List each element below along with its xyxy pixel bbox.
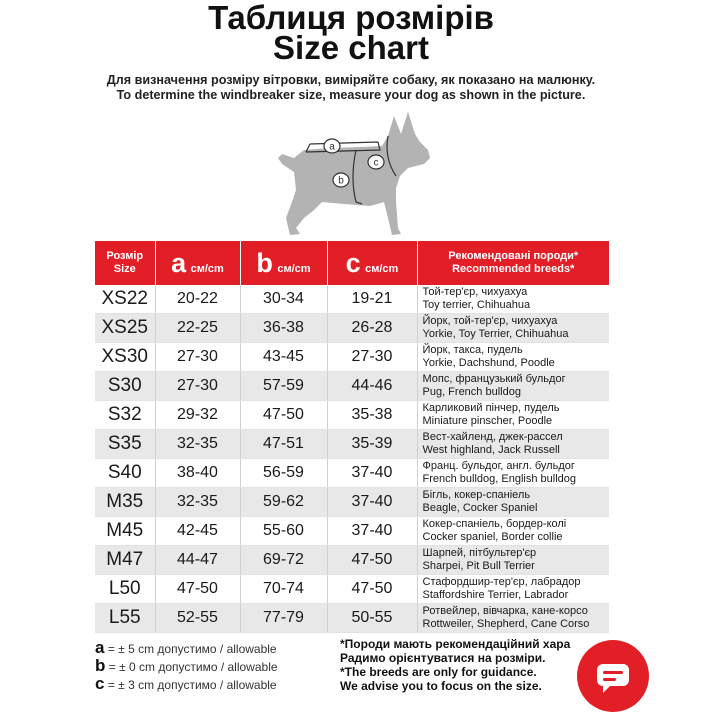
b-cell: 47-50 xyxy=(240,401,327,430)
breeds-en: Yorkie, Dachshund, Poodle xyxy=(422,357,555,369)
table-row xyxy=(95,575,609,604)
size-cell: XS25 xyxy=(95,314,155,343)
breeds-cell xyxy=(417,488,609,517)
c-cell: 37-40 xyxy=(327,488,417,517)
breeds-cell xyxy=(417,372,609,401)
header-breeds: Рекомендовані породи* Recommended breeds* xyxy=(417,241,609,285)
a-cell: 38-40 xyxy=(155,459,240,488)
b-cell: 47-51 xyxy=(240,430,327,459)
table-row xyxy=(95,372,609,401)
a-cell: 32-35 xyxy=(155,430,240,459)
breeds-uk: Ротвейлер, вівчарка, кане-корсо xyxy=(422,605,588,617)
breeds-en: Sharpei, Pit Bull Terrier xyxy=(422,560,535,572)
table-row xyxy=(95,517,609,546)
header-b: b см/cm xyxy=(240,241,327,285)
breeds-cell xyxy=(417,285,609,314)
header-a: a см/cm xyxy=(155,241,240,285)
description-en: To determine the windbreaker size, measure your dog as shown in the picture. xyxy=(116,88,586,102)
breeds-en: West highland, Jack Russell xyxy=(422,444,560,456)
size-cell: XS30 xyxy=(95,343,155,372)
c-cell: 47-50 xyxy=(327,546,417,575)
chat-icon-line xyxy=(603,671,623,674)
breeds-uk: Бігль, кокер-спаніель xyxy=(422,489,531,501)
label-c: c xyxy=(373,157,379,169)
breeds-uk: Шарпей, пітбультер'єр xyxy=(422,547,537,559)
a-cell: 27-30 xyxy=(155,372,240,401)
b-cell: 59-62 xyxy=(240,488,327,517)
breeds-cell xyxy=(417,314,609,343)
breeds-en: Toy terrier, Chihuahua xyxy=(422,299,531,311)
a-cell: 29-32 xyxy=(155,401,240,430)
breeds-uk: Йорк, той-тер'єр, чихуахуа xyxy=(422,315,558,327)
breeds-uk: Той-тер'єр, чихуахуа xyxy=(422,286,528,298)
a-cell: 44-47 xyxy=(155,546,240,575)
breeds-uk: Карликовий пінчер, пудель xyxy=(422,402,560,414)
chat-icon-line xyxy=(603,678,616,681)
a-cell: 42-45 xyxy=(155,517,240,546)
b-cell: 57-59 xyxy=(240,372,327,401)
table-row xyxy=(95,604,609,633)
breeds-cell xyxy=(417,401,609,430)
table-row xyxy=(95,546,609,575)
breeds-en: Staffordshire Terrier, Labrador xyxy=(422,589,569,601)
breeds-cell xyxy=(417,430,609,459)
b-cell: 55-60 xyxy=(240,517,327,546)
c-cell: 27-30 xyxy=(327,343,417,372)
breeds-cell xyxy=(417,604,609,633)
b-cell: 56-59 xyxy=(240,459,327,488)
size-table xyxy=(95,241,609,633)
size-cell: M45 xyxy=(95,517,155,546)
legend-a: a = ± 5 cm допустимо / allowable xyxy=(95,638,277,657)
table-row xyxy=(95,343,609,372)
a-cell: 27-30 xyxy=(155,343,240,372)
a-cell: 52-55 xyxy=(155,604,240,633)
size-cell: S30 xyxy=(95,372,155,401)
c-cell: 35-39 xyxy=(327,430,417,459)
c-cell: 37-40 xyxy=(327,459,417,488)
table-row xyxy=(95,430,609,459)
breeds-cell xyxy=(417,575,609,604)
c-cell: 47-50 xyxy=(327,575,417,604)
breeds-en: Cocker spaniel, Border collie xyxy=(422,531,563,543)
b-cell: 77-79 xyxy=(240,604,327,633)
page-title-uk: Таблиця розмірів xyxy=(208,0,494,36)
b-cell: 70-74 xyxy=(240,575,327,604)
breed-notes: *Породи мають рекомендаційний хара Радимо орієнтуватися на розміри. *The breeds are only for guidance. We advise you to focus on the size. xyxy=(340,637,571,693)
b-cell: 36-38 xyxy=(240,314,327,343)
c-cell: 37-40 xyxy=(327,517,417,546)
breeds-uk: Вест-хайленд, джек-рассел xyxy=(422,431,563,443)
table-row xyxy=(95,314,609,343)
a-cell: 22-25 xyxy=(155,314,240,343)
chat-icon xyxy=(597,664,629,686)
legend-c: c = ± 3 cm допустимо / allowable xyxy=(95,674,277,693)
table-row xyxy=(95,401,609,430)
breeds-uk: Кокер-спаніель, бордер-колі xyxy=(422,518,567,530)
breeds-cell xyxy=(417,517,609,546)
size-cell: S40 xyxy=(95,459,155,488)
breeds-cell xyxy=(417,546,609,575)
breeds-uk: Мопс, французький бульдог xyxy=(422,373,566,385)
size-cell: L50 xyxy=(95,575,155,604)
c-cell: 50-55 xyxy=(327,604,417,633)
breeds-uk: Стафордшир-тер'єр, лабрадор xyxy=(422,576,581,588)
b-cell: 30-34 xyxy=(240,285,327,314)
header-size: Розмір Size xyxy=(95,241,155,285)
header-c: c см/cm xyxy=(327,241,417,285)
dog-silhouette xyxy=(278,112,430,235)
size-cell: M35 xyxy=(95,488,155,517)
c-cell: 35-38 xyxy=(327,401,417,430)
table-row xyxy=(95,459,609,488)
b-cell: 69-72 xyxy=(240,546,327,575)
a-cell: 20-22 xyxy=(155,285,240,314)
breeds-cell xyxy=(417,459,609,488)
description-uk: Для визначення розміру вітровки, виміряйте собаку, як показано на малюнку. xyxy=(106,73,596,87)
c-cell: 44-46 xyxy=(327,372,417,401)
size-cell: M47 xyxy=(95,546,155,575)
a-cell: 32-35 xyxy=(155,488,240,517)
b-cell: 43-45 xyxy=(240,343,327,372)
page-title-en: Size chart xyxy=(273,29,429,66)
breeds-en: French bulldog, English bulldog xyxy=(422,473,576,485)
c-cell: 26-28 xyxy=(327,314,417,343)
breeds-en: Beagle, Cocker Spaniel xyxy=(422,502,538,514)
table-header-row xyxy=(95,241,609,285)
breeds-en: Pug, French bulldog xyxy=(422,386,521,398)
c-cell: 19-21 xyxy=(327,285,417,314)
breeds-en: Miniature pinscher, Poodle xyxy=(422,415,553,427)
chat-button[interactable] xyxy=(577,640,649,712)
label-a: a xyxy=(329,141,335,153)
size-cell: S32 xyxy=(95,401,155,430)
table-row xyxy=(95,488,609,517)
size-cell: XS22 xyxy=(95,285,155,314)
legend-b: b = ± 0 cm допустимо / allowable xyxy=(95,656,278,675)
breeds-cell xyxy=(417,343,609,372)
dog-measurement-diagram xyxy=(270,106,440,241)
breeds-uk: Франц. бульдог, англ. бульдог xyxy=(422,460,575,472)
table-row xyxy=(95,285,609,314)
breeds-en: Rottweiler, Shepherd, Cane Corso xyxy=(422,618,590,630)
breeds-en: Yorkie, Toy Terrier, Chihuahua xyxy=(422,328,569,340)
size-cell: L55 xyxy=(95,604,155,633)
breeds-uk: Йорк, такса, пудель xyxy=(422,344,523,356)
label-b: b xyxy=(338,175,344,187)
size-cell: S35 xyxy=(95,430,155,459)
a-cell: 47-50 xyxy=(155,575,240,604)
